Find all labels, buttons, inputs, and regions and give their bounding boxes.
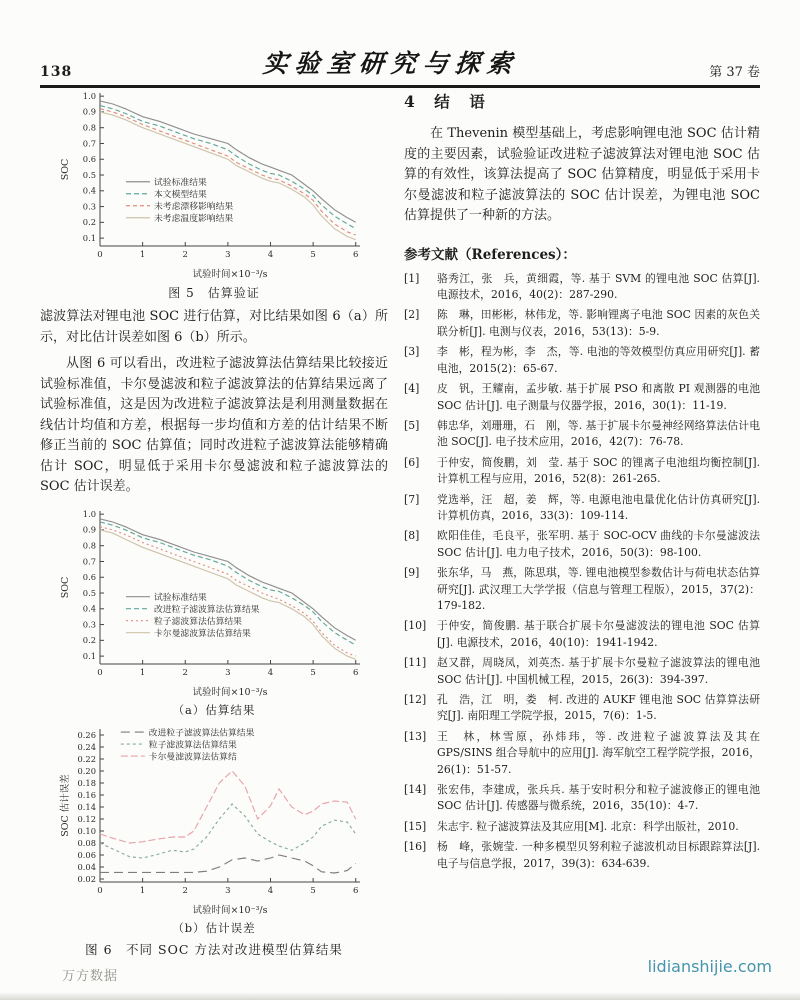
svg-text:SOC 估计误差: SOC 估计误差 xyxy=(60,773,71,837)
svg-text:0.12: 0.12 xyxy=(77,813,96,824)
svg-text:3: 3 xyxy=(225,250,231,260)
reference-item xyxy=(404,565,760,614)
svg-text:0.3: 0.3 xyxy=(82,619,96,630)
figure5-caption: 图 5 估算验证 xyxy=(168,286,260,300)
svg-text:0.4: 0.4 xyxy=(82,185,96,196)
svg-text:粒子滤波算法估算结果: 粒子滤波算法估算结果 xyxy=(154,616,242,627)
svg-text:0.06: 0.06 xyxy=(77,849,96,860)
svg-text:1: 1 xyxy=(139,250,146,260)
svg-text:试验时间×10⁻³/s: 试验时间×10⁻³/s xyxy=(192,904,268,916)
svg-text:试验时间×10⁻³/s: 试验时间×10⁻³/s xyxy=(192,686,268,698)
reference-text: 于仲安，简俊鹏，刘 莹. 基于 SOC 的锂离子电池组均衡控制[J]. 计算机工程与应用，2016，52(8)：261-265. xyxy=(437,455,760,486)
figure5-chart xyxy=(40,86,388,284)
reference-text: 杨 峰，张婉莹. 一种多模型贝努利粒子滤波机动目标跟踪算法[J]. 电子与信息学报，2017，39(3)：634-639. xyxy=(437,840,760,870)
reference-item xyxy=(404,839,760,872)
svg-text:1: 1 xyxy=(139,885,146,896)
svg-text:改进粒子滤波算法估算结果: 改进粒子滤波算法估算结果 xyxy=(148,728,255,739)
reference-number: [9] xyxy=(404,566,420,580)
reference-item xyxy=(404,381,760,414)
svg-text:5: 5 xyxy=(310,667,316,678)
two-column-body xyxy=(40,86,760,958)
reference-number: [10] xyxy=(404,619,427,633)
svg-text:0.02: 0.02 xyxy=(77,873,96,884)
watermark: 万方数据 xyxy=(62,969,119,984)
svg-text:0.08: 0.08 xyxy=(77,837,96,848)
figure6-caption: 图 6 不同 SOC 方法对改进模型估算结果 xyxy=(85,941,343,957)
svg-text:0.9: 0.9 xyxy=(82,106,96,117)
reference-number: [13] xyxy=(404,729,427,743)
svg-text:0.14: 0.14 xyxy=(77,801,96,812)
site-link[interactable]: lidianshijie.com xyxy=(647,957,772,976)
page-header xyxy=(40,44,760,88)
reference-text: 欧阳佳佳，毛良平，张军明. 基于 SOC-OCV 曲线的卡尔曼滤波法 SOC 估计[J]. 电力电子技术，2016，50(3)：98-100. xyxy=(437,529,760,559)
svg-text:0.6: 0.6 xyxy=(82,571,96,582)
reference-number: [16] xyxy=(404,840,427,854)
svg-text:0.4: 0.4 xyxy=(82,603,96,614)
reference-text: 王 林，林雪原，孙炜玮，等. 改进粒子滤波算法及其在 GPS/SINS 组合导航中的应用[J]. 海军航空工程学院学报，2016，26(1)：51-57. xyxy=(437,729,760,776)
figure6a-block xyxy=(40,504,388,718)
svg-text:试验时间×10⁻³/s: 试验时间×10⁻³/s xyxy=(192,269,268,280)
svg-text:0.8: 0.8 xyxy=(82,540,96,551)
svg-text:0.5: 0.5 xyxy=(82,587,96,598)
figure5-block xyxy=(40,86,388,301)
reference-text: 孔 浩，江 明，娄 柯. 改进的 AUKF 锂电池 SOC 估算算法研究[J]. 南阳理工学院学报，2015，7(6)：1-5. xyxy=(437,693,760,723)
figure6b-chart xyxy=(40,722,388,920)
references-list xyxy=(404,271,760,872)
svg-text:0.2: 0.2 xyxy=(82,217,96,228)
reference-item xyxy=(404,492,760,525)
reference-item xyxy=(404,618,760,651)
svg-text:卡尔曼滤波算法估算结果: 卡尔曼滤波算法估算结果 xyxy=(154,628,251,639)
reference-number: [3] xyxy=(404,345,420,359)
svg-text:0.20: 0.20 xyxy=(77,765,96,776)
svg-text:1.0: 1.0 xyxy=(82,90,96,101)
svg-text:0.6: 0.6 xyxy=(82,154,96,165)
conclusion-paragraph: 在 Thevenin 模型基础上，考虑影响锂电池 SOC 估计精度的主要因素，试验验证改进粒子滤波算法对锂电池 SOC 估算的有效性，该算法提高了 SOC 估算精度，明显低于采用卡尔曼滤波和粒子滤波算法的 SOC 估计误差，为锂电池 SOC 估算提供了一种新的方法。 xyxy=(404,126,760,224)
svg-text:0.7: 0.7 xyxy=(82,556,96,567)
reference-number: [1] xyxy=(404,271,420,285)
body-paragraph-2: 从图 6 可以看出，改进粒子滤波算法估算结果比较接近试验标准值，卡尔曼滤波和粒子滤波算法的估算结果远离了试验标准值，这是因为改进粒子滤波算法是利用测量数据在线估计均值和方差，根据每一步均值和方差的估计结果不断修正当前的 SOC 估算值；同时改进粒子滤波算法能够精确估计 SOC，明显低于采用卡尔曼滤波和粒子滤波算法的 SOC 估计误差。 xyxy=(40,356,388,495)
reference-item xyxy=(404,692,760,725)
figure6b-caption: （b）估计误差 xyxy=(172,920,256,935)
svg-text:0.7: 0.7 xyxy=(82,138,96,149)
left-column xyxy=(40,86,388,958)
reference-item xyxy=(404,528,760,561)
svg-text:5: 5 xyxy=(310,250,316,260)
reference-text: 李 彬，程为彬，李 杰，等. 电池的等效模型仿真应用研究[J]. 蓄电池，2015(2)：65-67. xyxy=(437,345,760,375)
svg-text:0: 0 xyxy=(97,885,103,896)
svg-text:6: 6 xyxy=(353,667,359,678)
right-column xyxy=(404,86,760,958)
reference-text: 于仲安，简俊鹏. 基于联合扩展卡尔曼滤波法的锂电池 SOC 估算[J]. 电源技术，2016，40(10)：1941-1942. xyxy=(437,619,760,649)
reference-text: 张宏伟，李建成，张兵兵. 基于安时积分和粒子滤波修正的锂电池 SOC 估计[J]. 传感器与微系统，2016，35(10)：4-7. xyxy=(437,783,760,813)
svg-text:0.1: 0.1 xyxy=(82,232,96,243)
journal-title: 实验室研究与探索 xyxy=(261,49,520,78)
svg-text:6: 6 xyxy=(353,885,359,896)
svg-text:改进粒子滤波算法估算结果: 改进粒子滤波算法估算结果 xyxy=(154,604,260,615)
svg-text:0.1: 0.1 xyxy=(82,650,96,661)
reference-number: [2] xyxy=(404,308,420,322)
reference-text: 韩忠华，刘珊珊，石 刚，等. 基于扩展卡尔曼神经网络算法估计电池 SOC[J]. 电子技术应用，2016，42(7)：76-78. xyxy=(437,418,760,449)
svg-text:试验标准结果: 试验标准结果 xyxy=(154,592,207,603)
svg-text:5: 5 xyxy=(310,885,316,896)
reference-item xyxy=(404,455,760,488)
svg-text:1.0: 1.0 xyxy=(82,508,96,519)
reference-item xyxy=(404,307,760,340)
svg-text:0.9: 0.9 xyxy=(82,524,96,535)
reference-item xyxy=(404,655,760,688)
svg-text:0.04: 0.04 xyxy=(77,861,96,872)
scan-edge xyxy=(0,992,800,1000)
figure6a-chart xyxy=(40,504,388,702)
reference-text: 骆秀江，张 兵，黄细霞，等. 基于 SVM 的锂电池 SOC 估算[J]. 电源技术，2016，40(2)：287-290. xyxy=(437,271,760,302)
svg-text:0.3: 0.3 xyxy=(82,201,96,212)
svg-text:0.24: 0.24 xyxy=(77,741,96,752)
reference-number: [11] xyxy=(404,656,427,670)
reference-text: 皮 钒，王耀南，孟步敏. 基于扩展 PSO 和离散 PI 观测器的电池 SOC 估计[J]. 电子测量与仪器学报，2016，30(1)：11-19. xyxy=(437,382,760,412)
reference-item xyxy=(404,729,760,778)
svg-text:SOC: SOC xyxy=(60,576,71,599)
svg-text:0: 0 xyxy=(97,667,103,678)
svg-text:6: 6 xyxy=(353,250,359,260)
svg-text:SOC: SOC xyxy=(60,158,71,181)
svg-text:3: 3 xyxy=(225,667,231,678)
svg-text:0.18: 0.18 xyxy=(77,777,96,788)
svg-text:4: 4 xyxy=(267,885,274,896)
reference-number: [5] xyxy=(404,418,420,432)
svg-text:3: 3 xyxy=(225,885,231,896)
svg-text:未考虑温度影响结果: 未考虑温度影响结果 xyxy=(154,213,234,224)
svg-text:0.22: 0.22 xyxy=(77,753,96,764)
svg-text:2: 2 xyxy=(182,667,188,678)
svg-text:4: 4 xyxy=(267,250,274,260)
svg-text:0.2: 0.2 xyxy=(82,634,96,645)
reference-item xyxy=(404,344,760,377)
reference-number: [15] xyxy=(404,819,427,833)
reference-item xyxy=(404,418,760,451)
reference-item xyxy=(404,271,760,304)
body-paragraph-1: 滤波算法对锂电池 SOC 进行估算，对比结果如图 6（a）所示，对比估计误差如图 6（b）所示。 xyxy=(40,309,388,345)
svg-text:试验标准结果: 试验标准结果 xyxy=(154,177,207,188)
reference-number: [4] xyxy=(404,382,420,396)
reference-number: [14] xyxy=(404,783,427,797)
references-heading: 参考文献（References）： xyxy=(404,246,576,263)
reference-item xyxy=(404,782,760,815)
svg-text:未考虑漂移影响结果: 未考虑漂移影响结果 xyxy=(154,201,234,212)
svg-text:2: 2 xyxy=(182,250,188,260)
reference-number: [8] xyxy=(404,529,420,543)
svg-text:0: 0 xyxy=(97,250,103,260)
reference-number: [6] xyxy=(404,455,420,469)
figure6a-caption: （a）估算结果 xyxy=(172,702,256,717)
svg-text:1: 1 xyxy=(139,667,146,678)
reference-text: 陈 琳，田彬彬，林伟龙，等. 影响锂离子电池 SOC 因素的灰色关联分析[J]. 电测与仪表，2016，53(13)：5-9. xyxy=(437,308,760,338)
svg-text:0.8: 0.8 xyxy=(82,122,96,133)
reference-number: [12] xyxy=(404,693,427,706)
svg-text:粒子滤波算法估算结果: 粒子滤波算法估算结果 xyxy=(148,740,237,751)
reference-item xyxy=(404,819,760,835)
reference-number: [7] xyxy=(404,492,420,506)
svg-text:本文模型结果: 本文模型结果 xyxy=(154,189,207,200)
reference-text: 朱志宇. 粒子滤波算法及其应用[M]. 北京：科学出版社，2010. xyxy=(437,819,739,833)
reference-text: 张东华，马 燕，陈思琪，等. 锂电池模型参数估计与荷电状态估算研究[J]. 武汉理工大学学报（信息与管理工程版），2015，37(2)：179-182. xyxy=(437,566,760,612)
svg-text:4: 4 xyxy=(267,667,274,678)
volume-label: 第 37 卷 xyxy=(709,65,760,80)
figure6b-block xyxy=(40,722,388,936)
svg-text:0.16: 0.16 xyxy=(77,789,96,800)
section-heading: 4 结 语 xyxy=(404,92,487,111)
svg-text:0.5: 0.5 xyxy=(82,169,96,180)
svg-text:0.26: 0.26 xyxy=(77,729,96,740)
reference-text: 赵又群，周晓凤，刘英杰. 基于扩展卡尔曼粒子滤波算法的锂电池 SOC 估计[J]. 中国机械工程，2015，26(3)：394-397. xyxy=(437,656,760,686)
reference-text: 党选举，汪 超，姜 辉，等. 电源电池电量优化估计仿真研究[J]. 计算机仿真，2016，33(3)：109-114. xyxy=(437,492,760,522)
page-number: 138 xyxy=(40,64,73,80)
svg-text:0.10: 0.10 xyxy=(77,825,96,836)
svg-text:卡尔曼滤波算法估算结: 卡尔曼滤波算法估算结 xyxy=(148,752,237,763)
svg-text:2: 2 xyxy=(182,885,188,896)
